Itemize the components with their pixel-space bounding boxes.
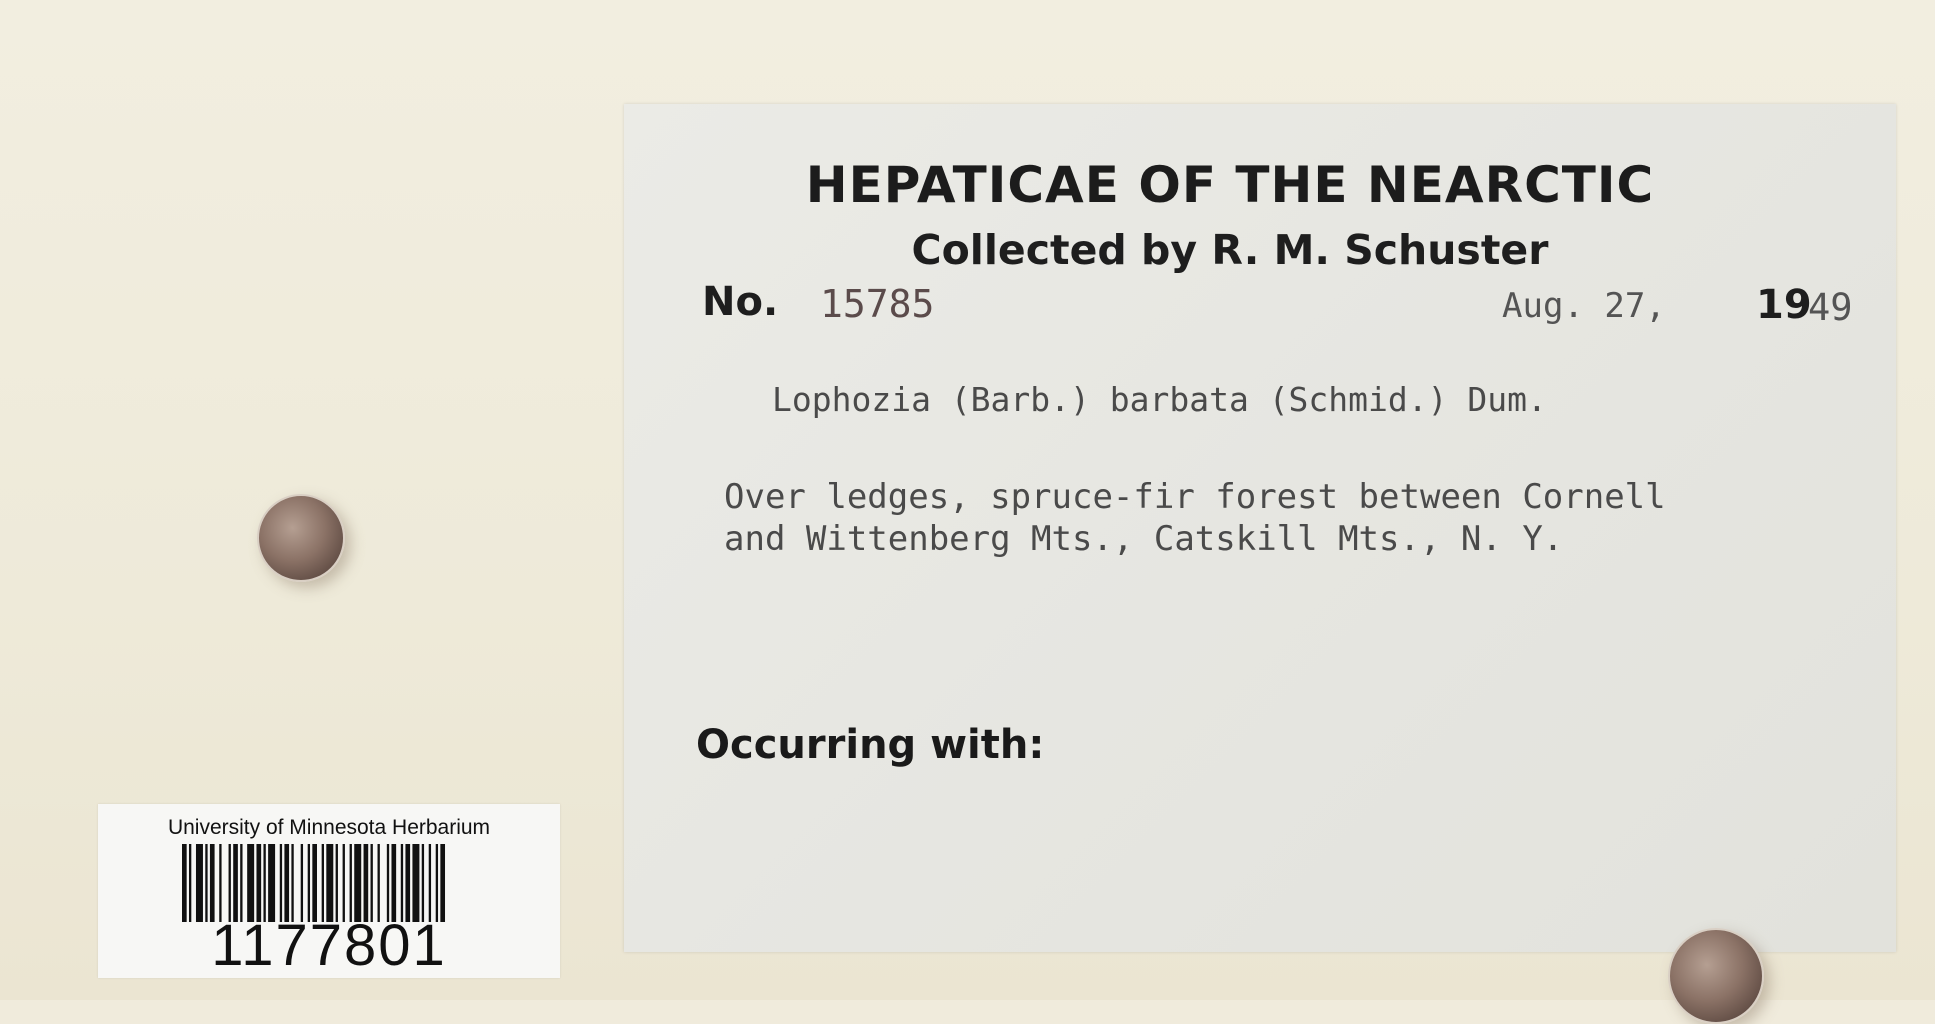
- barcode-bar: [378, 844, 380, 922]
- barcode-number: 1177801: [211, 913, 447, 978]
- barcode-bar: [189, 844, 191, 922]
- barcode-bar: [219, 844, 221, 922]
- barcode-label: [98, 804, 560, 978]
- barcode-bar: [336, 844, 338, 922]
- barcode-bar: [387, 844, 389, 922]
- barcode-bar: [247, 844, 254, 922]
- barcode-bar: [256, 844, 261, 922]
- collection-number-label: No.: [702, 279, 779, 325]
- barcode-bar: [440, 844, 445, 922]
- barcode-bar: [436, 844, 438, 922]
- barcode-bar: [301, 844, 303, 922]
- collection-year-printed: 19: [1756, 282, 1812, 328]
- occurring-with-label: Occurring with:: [696, 722, 1045, 768]
- barcode-bar: [429, 844, 431, 922]
- barcode-bar: [322, 844, 324, 922]
- barcode-bar: [401, 844, 403, 922]
- barcode-bar: [240, 844, 242, 922]
- barcode-bar: [422, 844, 424, 922]
- barcode-bar: [354, 844, 361, 922]
- locality: [724, 476, 1666, 560]
- barcode-bar: [308, 844, 310, 922]
- barcode-institution: University of Minnesota Herbarium: [167, 816, 491, 839]
- barcode-bar: [205, 844, 207, 922]
- barcode-bar: [364, 844, 369, 922]
- label-collector: Collected by R. M. Schuster: [911, 226, 1549, 274]
- mounting-pin-icon: [257, 494, 345, 582]
- barcode-bar: [343, 844, 345, 922]
- barcode-bar: [391, 844, 396, 922]
- barcode-bar: [291, 844, 293, 922]
- locality-line-1: Over ledges, spruce-fir forest between Cornell: [724, 477, 1666, 517]
- barcode-bar: [371, 844, 373, 922]
- collection-number: 15785: [820, 282, 935, 326]
- locality-line-2: and Wittenberg Mts., Catskill Mts., N. Y.: [724, 519, 1564, 559]
- collection-year-typed: 49: [1808, 286, 1853, 329]
- barcode-bar: [326, 844, 333, 922]
- barcode-bar: [350, 844, 352, 922]
- barcode-bar: [196, 844, 203, 922]
- taxon-name: Lophozia (Barb.) barbata (Schmid.) Dum.: [772, 380, 1547, 419]
- label-title: HEPATICAE OF THE NEARCTIC: [805, 156, 1655, 214]
- barcode-bar: [284, 844, 289, 922]
- barcode-bar: [210, 844, 215, 922]
- barcode-bar: [182, 844, 187, 922]
- collection-date: Aug. 27,: [1502, 286, 1666, 326]
- barcode-bar: [405, 844, 410, 922]
- barcode-bar: [280, 844, 282, 922]
- barcode-icon: [182, 844, 452, 922]
- barcode-bar: [263, 844, 265, 922]
- barcode-bar: [312, 844, 317, 922]
- specimen-label: [624, 104, 1896, 952]
- barcode-bar: [233, 844, 238, 922]
- barcode-bar: [268, 844, 275, 922]
- mounting-pin-icon: [1668, 928, 1764, 1024]
- barcode-bar: [229, 844, 231, 922]
- barcode-bar: [412, 844, 419, 922]
